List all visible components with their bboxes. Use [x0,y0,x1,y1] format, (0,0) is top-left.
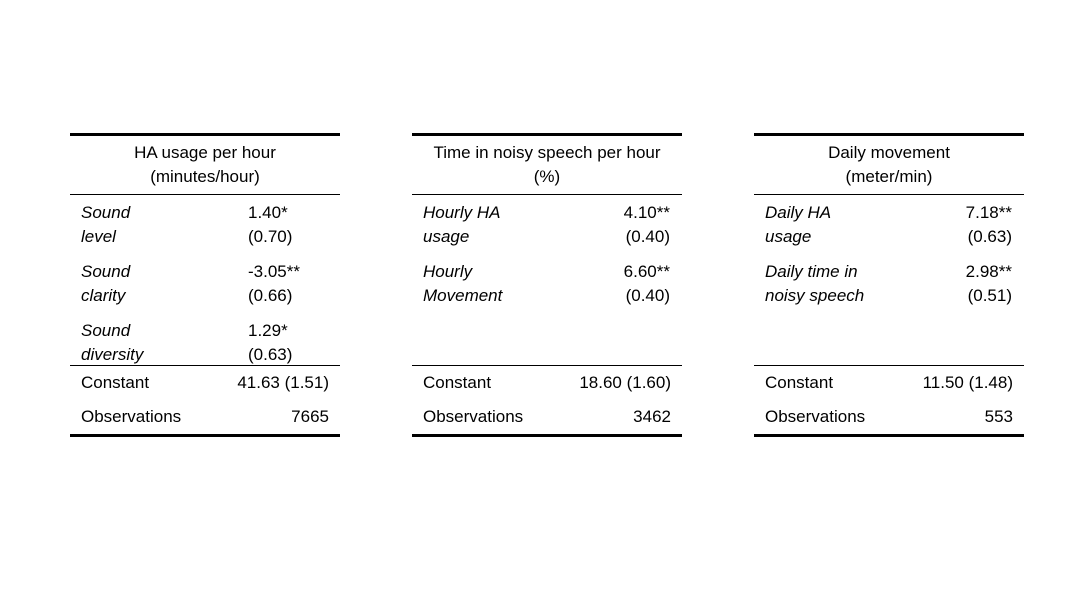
constant-row [754,366,1024,400]
header-line-2: (%) [533,167,561,186]
header-line-2: (meter/min) [845,167,933,186]
header-line-1: Daily movement [828,143,950,162]
observations-label: Observations [81,407,182,426]
constant-value: 11.50 (1.48) [922,373,1013,392]
variable-name: Daily HA usage [765,203,832,246]
table-header [754,136,1024,194]
variable-name: Sound diversity [81,321,144,364]
observations-value: 3462 [633,407,671,426]
coefficient-value: 2.98** (0.51) [965,262,1012,305]
observations-row [412,400,682,434]
coefficient-rows [754,195,1024,365]
table-footer [412,366,682,434]
coefficient-value: -3.05** (0.66) [248,262,300,305]
header-line-1: Time in noisy speech per hour [433,143,661,162]
constant-value: 18.60 (1.60) [579,373,671,392]
constant-label: Constant [423,373,492,392]
regression-table-noisy-speech [412,133,682,437]
observations-row [70,400,340,434]
observations-row [754,400,1024,434]
observations-label: Observations [765,407,866,426]
observations-label: Observations [423,407,524,426]
regression-table-daily-movement [754,133,1024,437]
table-row [70,201,340,260]
regression-table-ha-usage [70,133,340,437]
table-row [70,319,340,378]
table-row [70,260,340,319]
bottom-rule [754,434,1024,437]
table-row [412,201,682,260]
table-header [412,136,682,194]
constant-value: 41.63 (1.51) [237,373,329,392]
variable-name: Sound level [81,203,131,246]
constant-label: Constant [765,373,834,392]
coefficient-value: 1.29* (0.63) [248,321,293,364]
variable-name: Hourly Movement [423,262,503,305]
table-row [754,260,1024,319]
coefficient-value: 4.10** (0.40) [623,203,670,246]
header-line-1: HA usage per hour [134,143,276,162]
constant-label: Constant [81,373,150,392]
coefficient-rows [412,195,682,365]
variable-name: Daily time in noisy speech [765,262,865,305]
coefficient-value: 7.18** (0.63) [965,203,1012,246]
variable-name: Hourly HA usage [423,203,501,246]
table-header [70,136,340,194]
constant-row [412,366,682,400]
table-row [412,260,682,319]
header-line-2: (minutes/hour) [150,167,260,186]
observations-value: 553 [984,407,1013,426]
table-row [754,201,1024,260]
coefficient-rows [70,195,340,365]
bottom-rule [412,434,682,437]
table-footer [754,366,1024,434]
variable-name: Sound clarity [81,262,131,305]
coefficient-value: 6.60** (0.40) [623,262,670,305]
observations-value: 7665 [291,407,329,426]
bottom-rule [70,434,340,437]
coefficient-value: 1.40* (0.70) [248,203,293,246]
